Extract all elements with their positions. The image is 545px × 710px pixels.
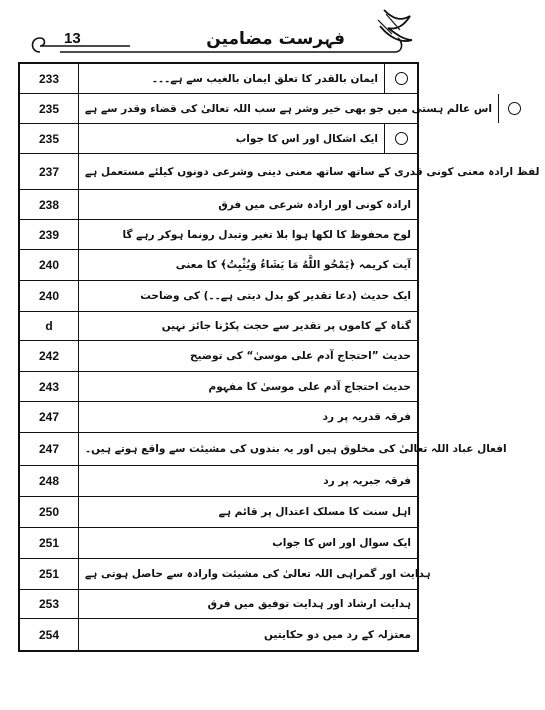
toc-entry-title: آیت کریمہ ﴿يَمْحُو اللَّهُ مَا يَشَاءُ وَيُثْبِتُ﴾ کا معنی [175,259,411,271]
toc-page-number: 235 [20,124,79,153]
toc-page-number: 239 [20,220,79,249]
toc-page-number: 240 [20,250,79,280]
toc-row [20,433,507,466]
toc-row [20,402,417,433]
toc-entry-title: ایک سوال اور اس کا جواب [272,537,411,549]
toc-row [20,497,417,528]
toc-entry-title: حدیث ”احتجاج آدم علی موسیٰ“ کی توضیح [189,350,411,362]
toc-entry-title: اس عالم ہستی میں جو بھی خیر وشر ہے سب اللہ تعالیٰ کی قضاء وقدر سے ہے [85,102,492,115]
toc-row [20,281,417,312]
toc-entry-title: ہدایت اور گمراہی اللہ تعالیٰ کی مشیئت وارادہ سے حاصل ہوتی ہے [85,568,431,580]
toc-row [20,250,417,281]
toc-entry-title: لوح محفوظ کا لکھا ہوا بلا تغیر وتبدل رونما ہوکر رہے گا [122,228,411,241]
page-title: فہرست مضامین [206,29,345,49]
toc-entry-title: ارادہ کونی اور ارادہ شرعی میں فرق [218,198,411,211]
toc-row [20,590,417,619]
toc-row [20,190,417,220]
toc-row [20,94,492,124]
toc-row [20,64,417,94]
circle-bullet-icon [384,64,417,93]
toc-row [20,312,417,341]
toc-row [20,528,417,559]
toc-entry-title: ایک اشکال اور اس کا جواب [235,132,378,145]
toc-page-number: 250 [20,497,79,527]
circle-bullet-icon [384,124,417,153]
page-number: 13 [64,30,81,47]
toc-page-number: 248 [20,466,79,496]
page-header [0,0,437,58]
toc-page-number: d [20,312,79,340]
toc-row [20,341,417,372]
toc-entry-title: گناہ کے کاموں پر تقدیر سے حجت پکڑنا جائز نہیں [161,320,411,332]
toc-row [20,619,417,650]
toc-row [20,466,417,497]
toc-page-number: 253 [20,590,79,618]
toc-row [20,154,540,190]
toc-entry-title: ایمان بالقدر کا تعلق ایمان بالغیب سے ہے۔۔۔ [151,72,378,85]
toc-page-number: 240 [20,281,79,311]
toc-row [20,220,417,250]
toc-entry-title: فرقہ جبریہ پر رد [323,475,411,487]
toc-entry-title: اہل سنت کا مسلک اعتدال پر قائم ہے [218,506,411,518]
toc-row [20,124,417,154]
toc-entry-title: معتزلہ کے رد میں دو حکایتیں [263,628,411,641]
toc-entry-title: ایک حدیث (دعا تقدیر کو بدل دیتی ہے۔۔) کی وضاحت [140,290,411,302]
toc-row [20,559,431,590]
toc-page-number: 237 [20,154,79,189]
toc-page-number: 243 [20,372,79,401]
toc-entry-title: فرقہ قدریہ پر رد [322,411,411,423]
table-of-contents [18,62,540,652]
toc-page-number: 242 [20,341,79,371]
toc-page-number: 238 [20,190,79,219]
toc-entry-title: لفظ ارادہ معنی کونی قدری کے ساتھ ساتھ معنی دینی وشرعی دونوں کیلئے مستعمل ہے [85,165,540,178]
toc-page-number: 251 [20,559,79,589]
toc-entry-title: حدیث احتجاج آدم علی موسیٰ کا مفہوم [208,380,411,393]
toc-page-number: 233 [20,64,79,93]
toc-entry-title: افعال عباد اللہ تعالیٰ کی مخلوق ہیں اور یہ بندوں کی مشیئت سے واقع ہوتے ہیں۔ [85,443,507,455]
toc-page-number: 254 [20,619,79,650]
circle-bullet-icon [498,94,531,123]
toc-page-number: 247 [20,433,79,465]
toc-row [20,372,417,402]
toc-page-number: 251 [20,528,79,558]
toc-page-number: 235 [20,94,79,123]
toc-entry-title: ہدایت ارشاد اور ہدایت توفیق میں فرق [207,598,411,610]
toc-page-number: 247 [20,402,79,432]
